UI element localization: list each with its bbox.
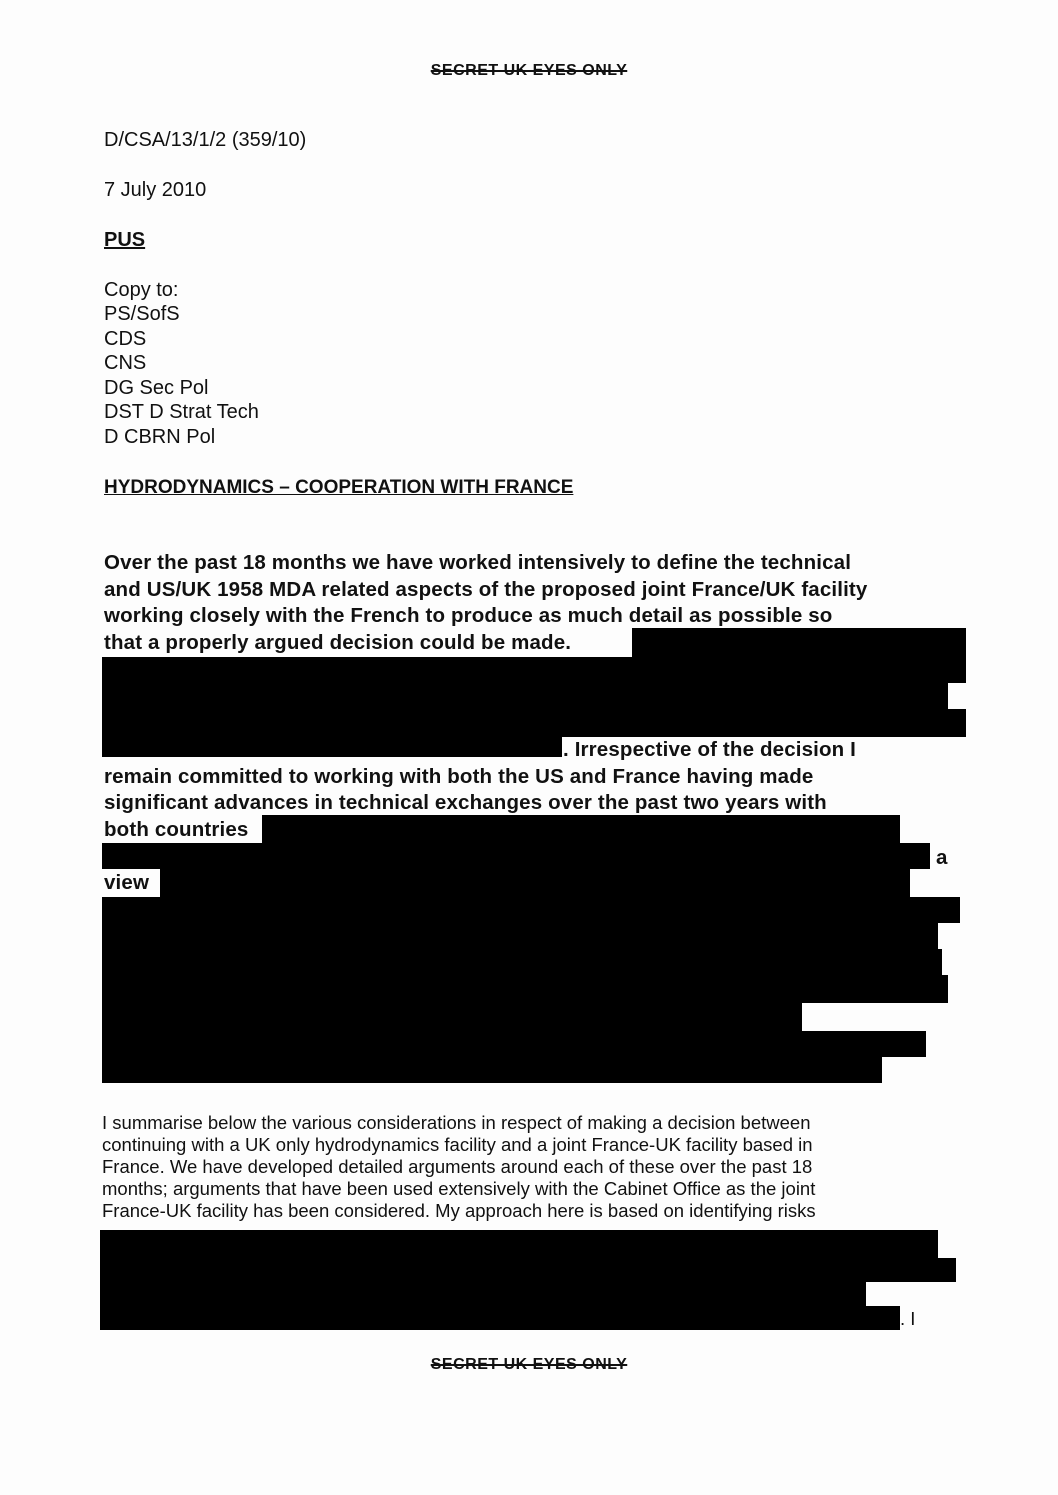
paragraph-line: working closely with the French to produce as much detail as possible so	[104, 604, 833, 627]
paragraph-line: Over the past 18 months we have worked intensively to define the technical	[104, 551, 852, 574]
redaction-block	[100, 1230, 938, 1258]
paragraph-line: and US/UK 1958 MDA related aspects of the proposed joint France/UK facility	[104, 578, 868, 601]
paragraph-line: significant advances in technical exchanges over the past two years with	[104, 791, 827, 814]
redaction-block	[100, 1306, 900, 1330]
redaction-block	[632, 628, 966, 657]
paragraph-line: France. We have developed detailed arguments around each of these over the past 18	[102, 1156, 813, 1177]
copy-recipient: DST D Strat Tech	[104, 401, 259, 423]
redaction-block	[102, 1031, 926, 1057]
redaction-block	[102, 923, 938, 949]
redaction-block	[160, 869, 910, 897]
copy-recipient: D CBRN Pol	[104, 426, 216, 448]
paragraph-line: that a properly argued decision could be made.	[104, 631, 572, 654]
copy-recipient: PS/SofS	[104, 303, 180, 325]
redaction-block	[102, 1057, 882, 1083]
paragraph-line: I summarise below the various considerations in respect of making a decision between	[102, 1112, 811, 1133]
redaction-block	[102, 657, 966, 683]
classification-footer: SECRET UK EYES ONLY	[430, 1356, 628, 1373]
redaction-block	[102, 737, 562, 757]
classification-header: SECRET UK EYES ONLY	[430, 62, 628, 79]
paragraph-line: France-UK facility has been considered. My approach here is based on identifying risks	[102, 1200, 816, 1221]
paragraph-line: continuing with a UK only hydrodynamics facility and a joint France-UK facility based in	[102, 1134, 813, 1155]
paragraph-line: months; arguments that have been used extensively with the Cabinet Office as the joint	[102, 1178, 816, 1199]
paragraph-fragment: view	[104, 871, 150, 894]
redaction-block	[102, 949, 942, 975]
paragraph-fragment: a	[936, 846, 948, 869]
redaction-block	[100, 1282, 866, 1306]
redaction-block	[102, 897, 960, 923]
subject-heading: HYDRODYNAMICS – COOPERATION WITH FRANCE	[104, 477, 574, 498]
copy-recipient: CDS	[104, 328, 147, 350]
copy-to-label: Copy to:	[104, 279, 179, 301]
redaction-block	[102, 1003, 802, 1031]
redaction-block	[102, 683, 948, 709]
redaction-block	[262, 815, 900, 843]
paragraph-fragment: . I	[900, 1308, 916, 1329]
redaction-block	[102, 709, 966, 737]
paragraph-line: both countries	[104, 818, 249, 841]
paragraph-line: remain committed to working with both the US and France having made	[104, 765, 814, 788]
copy-recipient: DG Sec Pol	[104, 377, 209, 399]
redaction-block	[102, 843, 930, 869]
copy-recipient: CNS	[104, 352, 147, 374]
addressee: PUS	[104, 229, 146, 251]
letter-date: 7 July 2010	[104, 179, 207, 201]
reference-number: D/CSA/13/1/2 (359/10)	[104, 129, 307, 151]
redaction-block	[100, 1258, 956, 1282]
paragraph-line: . Irrespective of the decision I	[563, 738, 857, 761]
redaction-block	[102, 975, 948, 1003]
